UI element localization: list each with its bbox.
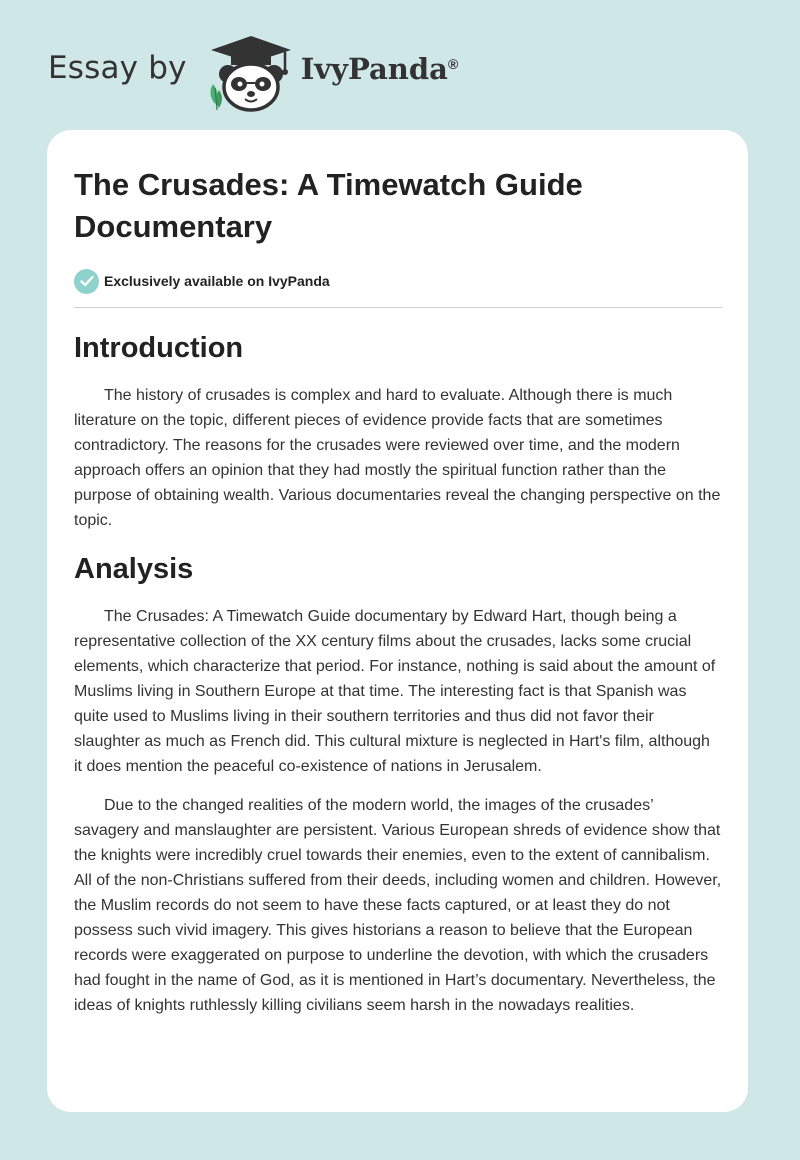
- essay-card: [47, 130, 748, 1112]
- divider: [74, 307, 722, 308]
- exclusive-badge: [74, 267, 722, 295]
- section-introduction: [74, 330, 722, 533]
- page-title: The Crusades: A Timewatch Guide Documentary: [74, 167, 583, 244]
- essay-by-label: Essay by: [48, 50, 187, 86]
- registered-mark: ®: [447, 56, 459, 72]
- section-heading: Analysis: [74, 553, 194, 585]
- paragraph: Due to the changed realities of the modern world, the images of the crusades’ savagery and manslaughter are persistent. Various European shreds of evidence show that the knights were incredibly cruel towards their enemies, even to the extent of cannibalism. All of the non-Christians suffered from their deeds, including women and children. However, the Muslim records do not seem to have these facts captured, or at least they do not possess such vivid imagery. This gives historians a reason to believe that the European records were exaggerated on purpose to underline the devotion, with which the crusaders had fought in the name of God, as it is mentioned in Hart’s documentary. Nevertheless, the ideas of knights ruthlessly killing civilians seem harsh in the nowadays realities.: [74, 797, 722, 1014]
- exclusive-label: Exclusively available on IvyPanda: [104, 273, 330, 289]
- site-header: [48, 30, 458, 114]
- panda-graduate-icon: [205, 32, 297, 112]
- brand-wordmark[interactable]: [301, 52, 459, 86]
- brand-name: IvyPanda: [300, 52, 448, 86]
- checkmark-icon: [74, 269, 99, 294]
- paragraph: The history of crusades is complex and hard to evaluate. Although there is much literature on the topic, different pieces of evidence provide facts that are sometimes contradictory. The reasons for the crusades were reviewed over time, and the modern approach offers an opinion that they had mostly the spiritual function rather than the purpose of obtaining wealth. Various documentaries reveal the changing perspective on the topic.: [74, 387, 721, 529]
- section-analysis: [74, 551, 722, 1018]
- ivypanda-logo-icon[interactable]: [205, 32, 297, 112]
- paragraph: The Crusades: A Timewatch Guide documentary by Edward Hart, though being a representative collection of the XX century films about the crusades, lacks some crucial elements, which characterize that period. For instance, nothing is said about the amount of Muslims living in Southern Europe at that time. The interesting fact is that Spanish was quite used to Muslims living in their southern territories and thus did not favor their slaughter as much as French did. This cultural mixture is neglected in Hart's film, although it does mention the peaceful co-existence of nations in Jerusalem.: [74, 608, 716, 775]
- section-heading: Introduction: [74, 332, 244, 364]
